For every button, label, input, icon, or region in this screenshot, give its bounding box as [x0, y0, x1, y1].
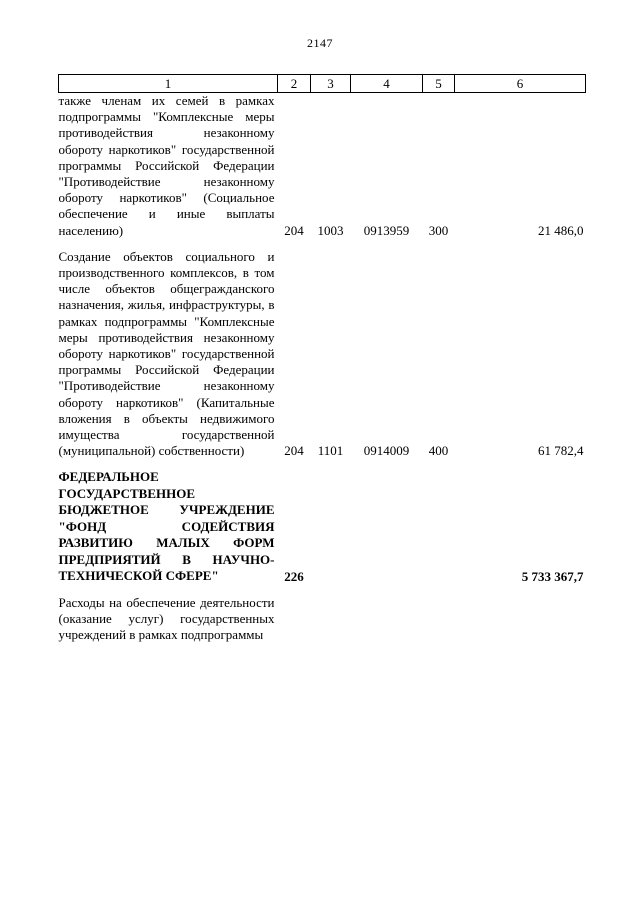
row-expense-type: 300: [428, 222, 449, 238]
table-row: [59, 93, 586, 239]
row-description: Создание объектов социального и производственного комплексов, в том числе объектов общегражданского назначения, жилья, инфраструктуры, в рамках подпрограммы "Комплексные меры противодействия незаконному обороту наркотиков" государственной программы Российской Федерации "Противодействие незаконному обороту наркотиков" (Капитальные вложения в объекты недвижимого имущества государственной (муниципальной) собственности): [58, 248, 275, 459]
row-target-article: 0913959: [363, 222, 410, 238]
row-amount: 5 733 367,7: [521, 568, 584, 584]
table-row: [59, 239, 586, 460]
row-description: также членам их семей в рамках подпрограммы "Комплексные меры противодействия незаконному обороту наркотиков" государственной программы Российской Федерации "Противодействие незаконному обороту наркотиков" (Социальное обеспечение и иные выплаты населению): [58, 93, 275, 238]
row-description: Расходы на обеспечение деятельности (оказание услуг) государственных учреждений в рамках подпрограммы: [58, 594, 275, 643]
row-expense-type: [423, 585, 455, 644]
row-expense-type: [423, 459, 455, 585]
row-amount: 21 486,0: [538, 222, 584, 238]
column-header: 1: [59, 75, 278, 93]
column-number-header-row: [59, 75, 586, 93]
row-description: ФЕДЕРАЛЬНОЕ ГОСУДАРСТВЕННОЕ БЮДЖЕТНОЕ УЧРЕЖДЕНИЕ "ФОНД СОДЕЙСТВИЯ РАЗВИТИЮ МАЛЫХ ФОРМ ПРЕДПРИЯТИЙ В НАУЧНО-ТЕХНИЧЕСКОЙ СФЕРЕ": [58, 469, 275, 584]
row-ministry-code: 204: [284, 443, 304, 459]
row-amount: [455, 585, 586, 644]
row-target-article: [351, 585, 423, 644]
row-target-article: 0914009: [363, 443, 410, 459]
row-ministry-code: 226: [284, 568, 304, 584]
row-section-code: [311, 585, 351, 644]
row-section-code: [311, 459, 351, 585]
column-header: 5: [423, 75, 455, 93]
page-number: 2147: [307, 36, 333, 50]
column-header: 2: [278, 75, 311, 93]
row-section-code: 1003: [317, 222, 344, 238]
column-header: 4: [351, 75, 423, 93]
row-section-code: 1101: [317, 443, 344, 459]
row-target-article: [351, 459, 423, 585]
row-amount: 61 782,4: [538, 443, 584, 459]
column-header: 3: [311, 75, 351, 93]
row-ministry-code: 204: [284, 222, 304, 238]
table-row: [59, 459, 586, 585]
column-header: 6: [455, 75, 586, 93]
budget-table: [58, 74, 586, 644]
row-expense-type: 400: [428, 443, 449, 459]
table-row: [59, 585, 586, 644]
row-ministry-code: [278, 585, 311, 644]
